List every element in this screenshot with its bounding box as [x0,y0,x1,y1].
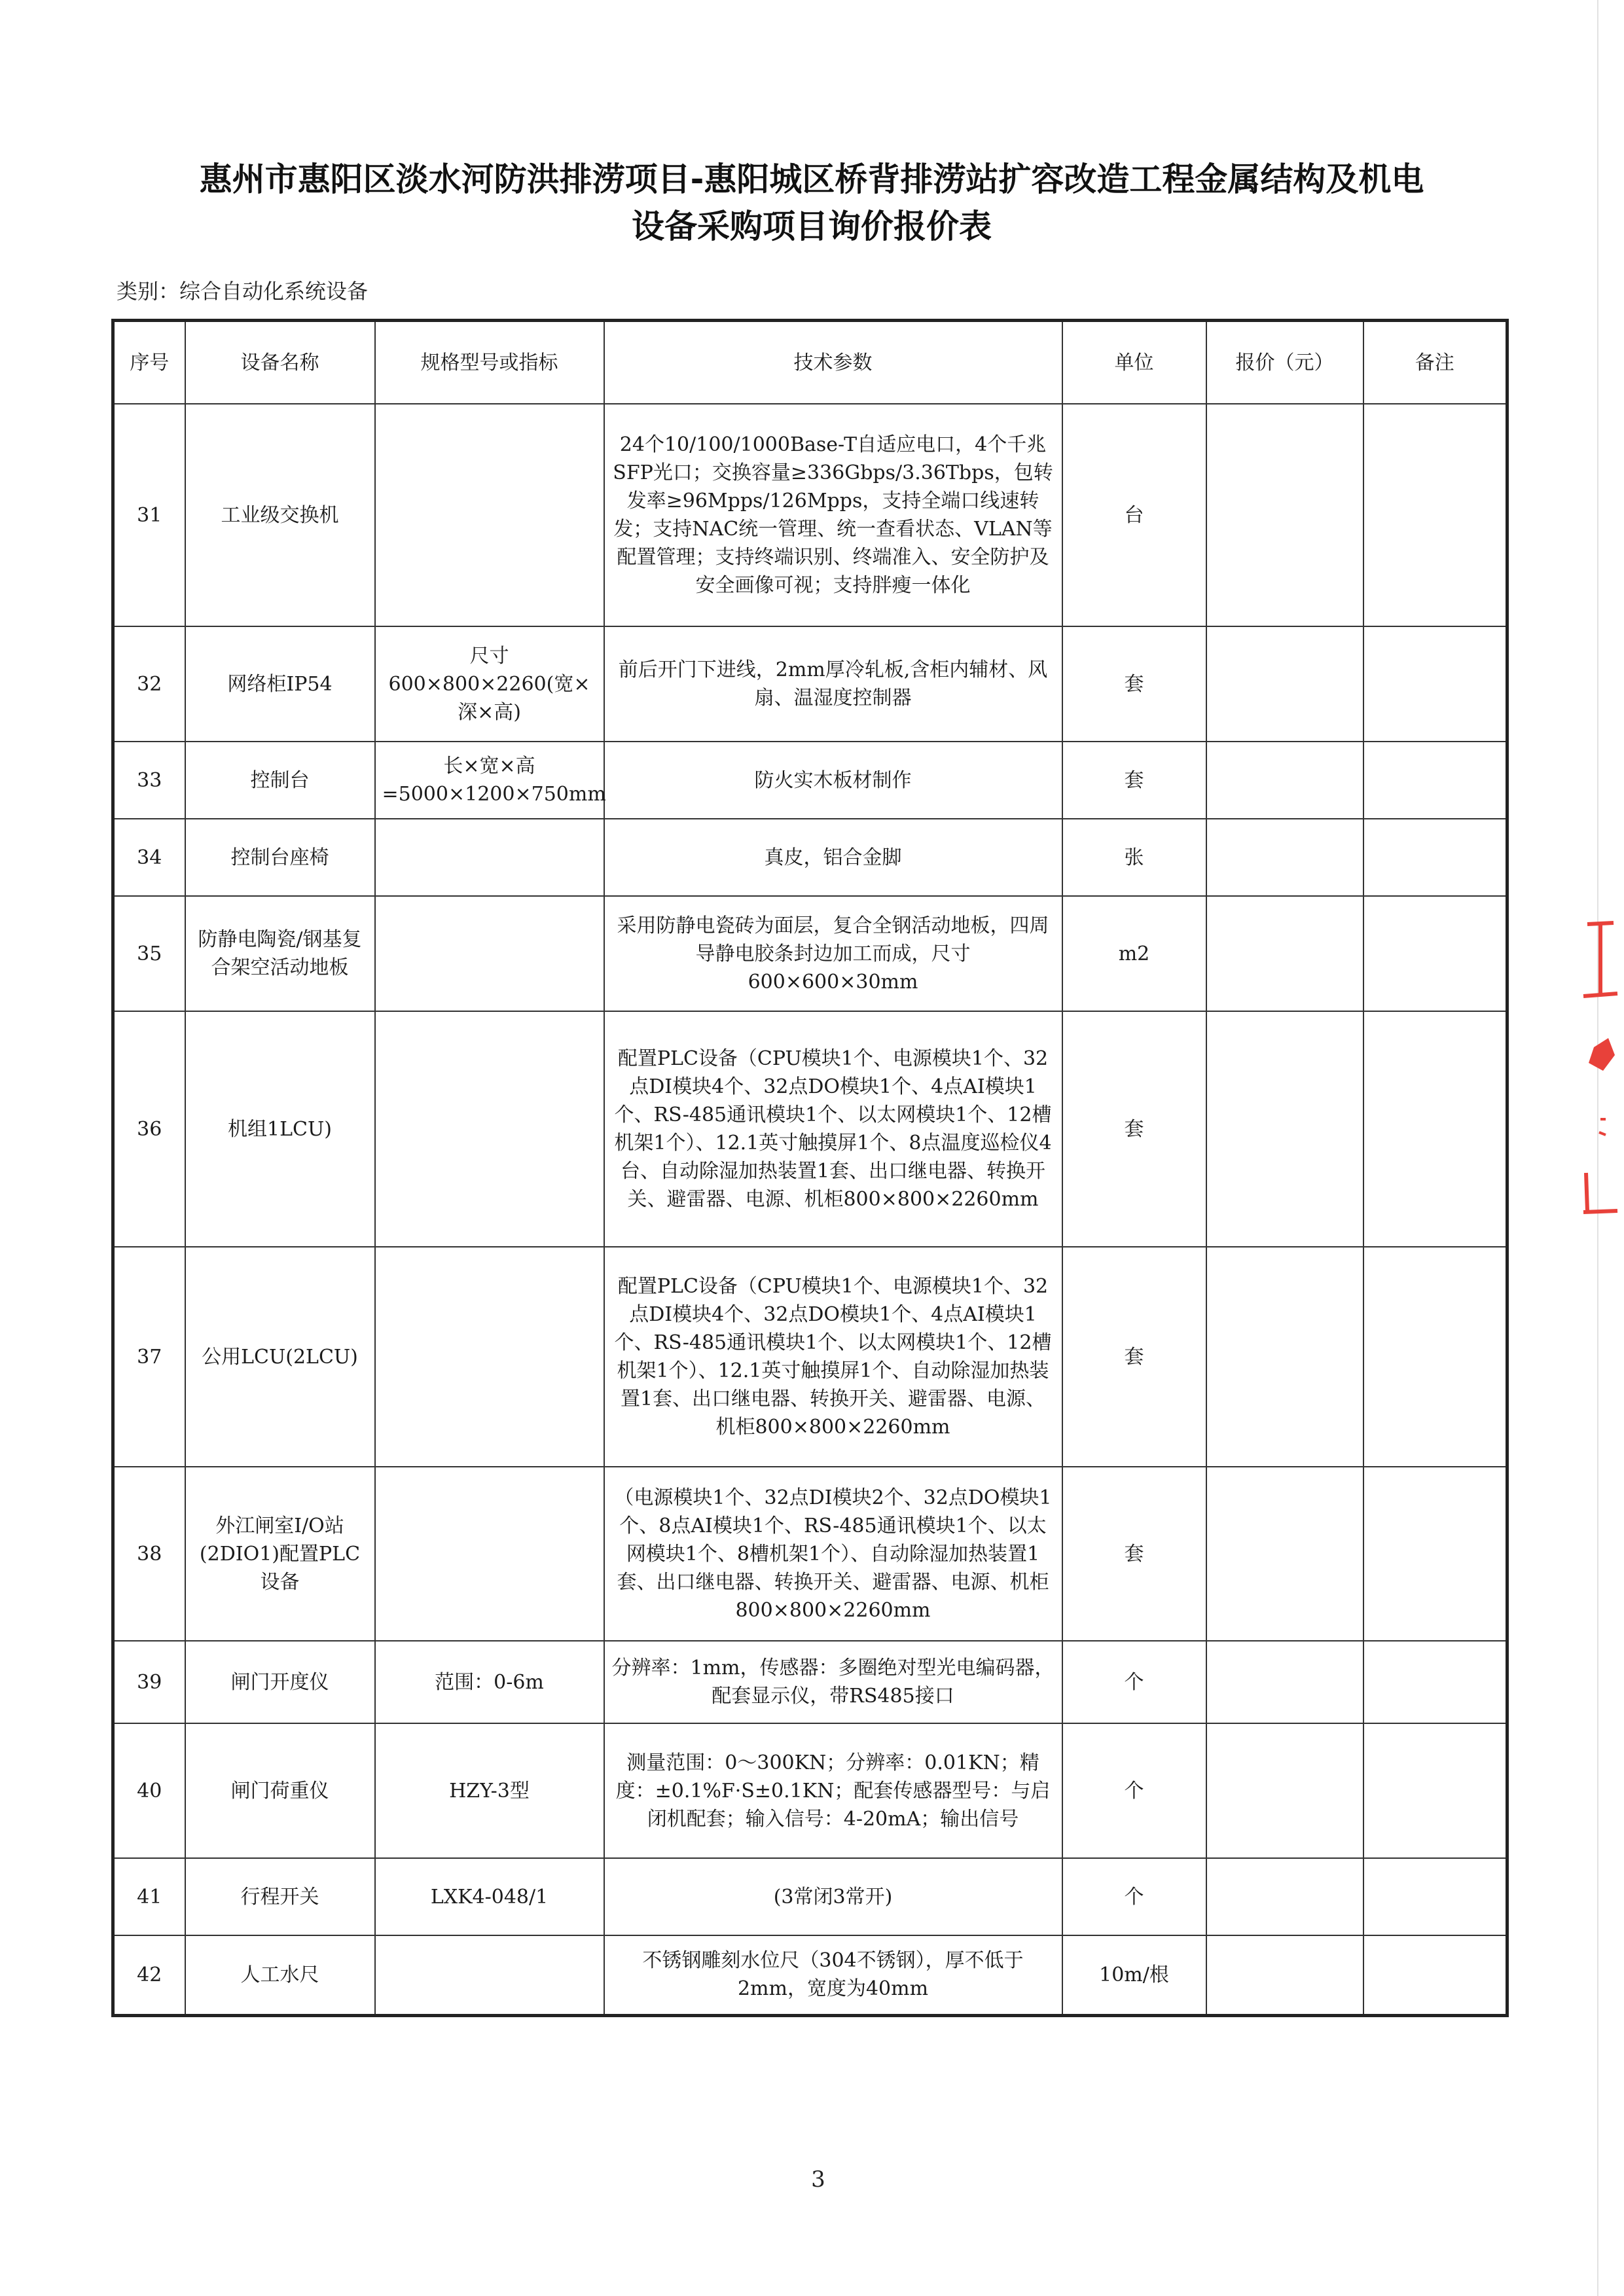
cell-params: 采用防静电瓷砖为面层，复合全钢活动地板，四周导静电胶条封边加工而成，尺寸600×600×30mm [604,896,1062,1011]
header-unit: 单位 [1062,321,1206,404]
title-line-1: 惠州市惠阳区淡水河防洪排涝项目-惠阳城区桥背排涝站扩容改造工程金属结构及机电 [199,160,1424,198]
cell-name: 机组1LCU) [185,1011,375,1247]
cell-params: 前后开门下进线，2mm厚冷轧板,含柜内辅材、风扇、温湿度控制器 [604,626,1062,742]
cell-remark [1363,1467,1507,1641]
table-row [113,896,1507,1011]
cell-remark [1363,404,1507,626]
cell-name: 防静电陶瓷/钢基复合架空活动地板 [185,896,375,1011]
cell-spec: LXK4-048/1 [375,1858,604,1935]
cell-no: 40 [113,1723,185,1858]
cell-spec: 长×宽×高=5000×1200×750mm [375,742,604,819]
header-name: 设备名称 [185,321,375,404]
cell-params: 真皮，铝合金脚 [604,819,1062,896]
cell-name: 控制台座椅 [185,819,375,896]
cell-name: 控制台 [185,742,375,819]
title-line-2: 设备采购项目询价报价表 [632,207,992,245]
table-row [113,819,1507,896]
cell-spec: HZY-3型 [375,1723,604,1858]
cell-price [1206,1467,1363,1641]
cell-remark [1363,819,1507,896]
cell-spec [375,896,604,1011]
cell-name: 网络柜IP54 [185,626,375,742]
cell-name: 外江闸室I/O站(2DIO1)配置PLC设备 [185,1467,375,1641]
cell-spec [375,1467,604,1641]
cell-price [1206,1247,1363,1467]
cell-unit: 个 [1062,1723,1206,1858]
cell-remark [1363,1723,1507,1858]
cell-params: （电源模块1个、32点DI模块2个、32点DO模块1个、8点AI模块1个、RS-485通讯模块1个、以太网模块1个、8槽机架1个）、自动除湿加热装置1套、出口继电器、转换开关、避雷器、电源、机柜800×800×2260mm [604,1467,1062,1641]
cell-price [1206,626,1363,742]
table-row [113,1247,1507,1467]
table-row [113,404,1507,626]
table-row [113,1858,1507,1935]
cell-price [1206,1858,1363,1935]
cell-name: 闸门开度仪 [185,1641,375,1723]
cell-unit: 套 [1062,626,1206,742]
table-row [113,1467,1507,1641]
cell-price [1206,819,1363,896]
cell-price [1206,404,1363,626]
table-header-row [113,321,1507,404]
cell-spec: 尺寸600×800×2260(宽×深×高) [375,626,604,742]
cell-params: 配置PLC设备（CPU模块1个、电源模块1个、32点DI模块4个、32点DO模块1个、4点AI模块1个、RS-485通讯模块1个、以太网模块1个、12槽机架1个）、12.1英寸触摸屏1个、自动除湿加热装置1套、出口继电器、转换开关、避雷器、电源、机柜800×800×2260mm [604,1247,1062,1467]
cell-unit: 套 [1062,1467,1206,1641]
cell-no: 32 [113,626,185,742]
cell-params: 测量范围：0～300KN；分辨率：0.01KN；精度：±0.1%F·S±0.1KN；配套传感器型号：与启闭机配套；输入信号：4-20mA；输出信号 [604,1723,1062,1858]
cell-price [1206,1723,1363,1858]
cell-no: 42 [113,1935,185,2015]
cell-spec: 范围：0-6m [375,1641,604,1723]
header-price: 报价（元） [1206,321,1363,404]
header-spec: 规格型号或指标 [375,321,604,404]
cell-price [1206,742,1363,819]
cell-price [1206,1935,1363,2015]
document-title [98,156,1525,250]
cell-remark [1363,626,1507,742]
cell-remark [1363,1858,1507,1935]
cell-remark [1363,1641,1507,1723]
cell-spec [375,1935,604,2015]
cell-remark [1363,1247,1507,1467]
cell-remark [1363,1935,1507,2015]
cell-unit: 个 [1062,1858,1206,1935]
cell-name: 工业级交换机 [185,404,375,626]
cell-remark [1363,742,1507,819]
cell-name: 闸门荷重仪 [185,1723,375,1858]
cell-price [1206,1641,1363,1723]
cell-no: 41 [113,1858,185,1935]
cell-params: 配置PLC设备（CPU模块1个、电源模块1个、32点DI模块4个、32点DO模块1个、4点AI模块1个、RS-485通讯模块1个、以太网模块1个、12槽机架1个）、12.1英寸触摸屏1个、8点温度巡检仪4台、自动除湿加热装置1套、出口继电器、转换开关、避雷器、电源、机柜800×800×2260mm [604,1011,1062,1247]
cell-params: (3常闭3常开) [604,1858,1062,1935]
cell-params: 分辨率：1mm，传感器：多圈绝对型光电编码器，配套显示仪，带RS485接口 [604,1641,1062,1723]
cell-no: 37 [113,1247,185,1467]
cell-unit: 10m/根 [1062,1935,1206,2015]
cell-price [1206,896,1363,1011]
table-row [113,1935,1507,2015]
cell-no: 31 [113,404,185,626]
header-params: 技术参数 [604,321,1062,404]
cell-no: 35 [113,896,185,1011]
cell-spec [375,404,604,626]
cell-unit: 个 [1062,1641,1206,1723]
table-row [113,626,1507,742]
quotation-table [111,319,1509,2017]
page-number: 3 [811,2166,825,2193]
table-row [113,1011,1507,1247]
cell-params: 24个10/100/1000Base-T自适应电口，4个千兆SFP光口；交换容量≥336Gbps/3.36Tbps，包转发率≥96Mpps/126Mpps，支持全端口线速转发；支持NAC统一管理、统一查看状态、VLAN等配置管理；支持终端识别、终端准入、安全防护及安全画像可视；支持胖瘦一体化 [604,404,1062,626]
red-seal-fragment [1574,916,1624,1230]
cell-spec [375,1011,604,1247]
cell-no: 33 [113,742,185,819]
cell-name: 行程开关 [185,1858,375,1935]
cell-name: 人工水尺 [185,1935,375,2015]
header-no: 序号 [113,321,185,404]
cell-params: 防火实木板材制作 [604,742,1062,819]
cell-unit: 套 [1062,1011,1206,1247]
table-row [113,1641,1507,1723]
cell-remark [1363,896,1507,1011]
cell-params: 不锈钢雕刻水位尺（304不锈钢），厚不低于2mm，宽度为40mm [604,1935,1062,2015]
cell-unit: 套 [1062,742,1206,819]
cell-no: 36 [113,1011,185,1247]
cell-spec [375,819,604,896]
cell-no: 34 [113,819,185,896]
cell-unit: 套 [1062,1247,1206,1467]
cell-unit: 张 [1062,819,1206,896]
seal-icon [1574,916,1624,1230]
cell-spec [375,1247,604,1467]
cell-remark [1363,1011,1507,1247]
category-label: 类别：综合自动化系统设备 [117,279,369,304]
cell-no: 38 [113,1467,185,1641]
table-row [113,742,1507,819]
cell-name: 公用LCU(2LCU) [185,1247,375,1467]
header-remark: 备注 [1363,321,1507,404]
table-row [113,1723,1507,1858]
cell-unit: m2 [1062,896,1206,1011]
cell-no: 39 [113,1641,185,1723]
cell-unit: 台 [1062,404,1206,626]
cell-price [1206,1011,1363,1247]
